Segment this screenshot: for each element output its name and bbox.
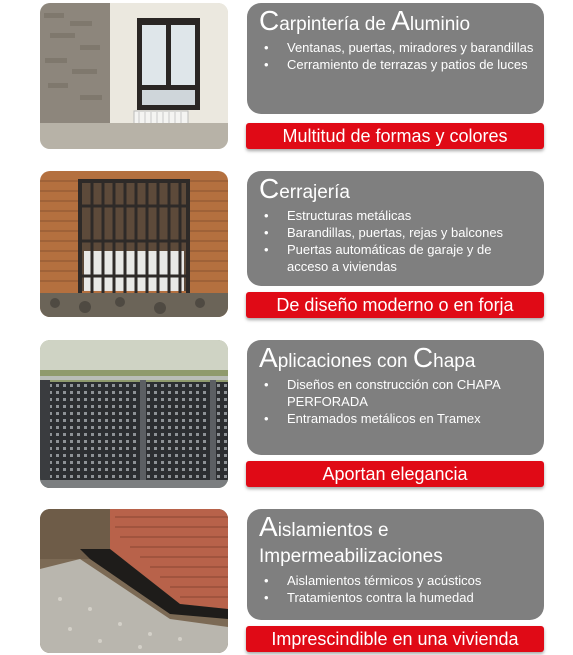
bullet-item: • Ventanas, puertas, miradores y barandillas bbox=[259, 39, 534, 56]
bullet-item: • Aislamientos térmicos y acústicos bbox=[259, 572, 534, 589]
bullet-item: • Cerramiento de terrazas y patios de luces bbox=[259, 56, 534, 73]
section-title bbox=[259, 342, 534, 374]
title-text: arpintería de bbox=[279, 14, 392, 35]
section-box-aislamientos bbox=[247, 509, 544, 620]
section-box-cerrajeria bbox=[247, 171, 544, 286]
bullet-list bbox=[259, 376, 534, 427]
title-text: errajería bbox=[279, 182, 350, 203]
bullet-item: • Diseños en construcción con CHAPA PERFORADA bbox=[259, 376, 534, 410]
title-text: hapa bbox=[433, 351, 476, 372]
title-initial: C bbox=[259, 5, 280, 36]
title-initial: C bbox=[412, 342, 434, 373]
tagline-bar: Imprescindible en una vivienda bbox=[246, 626, 544, 652]
title-initial: A bbox=[259, 511, 278, 542]
title-initial: C bbox=[259, 173, 280, 204]
bullet-list bbox=[259, 39, 534, 73]
bullet-item: • Entramados metálicos en Tramex bbox=[259, 410, 534, 427]
tagline-bar: Multitud de formas y colores bbox=[246, 123, 544, 149]
section-box-aluminio bbox=[247, 3, 544, 114]
bullet-list bbox=[259, 207, 534, 275]
bullet-item: • Barandillas, puertas, rejas y balcones bbox=[259, 224, 534, 241]
tagline-bar: De diseño moderno o en forja bbox=[246, 292, 544, 318]
bullet-list bbox=[259, 572, 534, 606]
title-text: luminio bbox=[409, 14, 471, 35]
tagline-bar: Aportan elegancia bbox=[246, 461, 544, 487]
section-title bbox=[259, 173, 534, 205]
perforated-railing-photo bbox=[40, 340, 228, 488]
barred-window-photo bbox=[40, 171, 228, 317]
bullet-item: • Tratamientos contra la humedad bbox=[259, 589, 534, 606]
title-initial: A bbox=[259, 342, 278, 373]
section-title bbox=[259, 511, 534, 543]
title-text: islamientos e bbox=[277, 520, 389, 541]
title-initial: A bbox=[391, 5, 410, 36]
section-title bbox=[259, 5, 534, 37]
brick-wall-insulation-photo bbox=[40, 509, 228, 653]
interior-window-photo bbox=[40, 3, 228, 149]
section-box-chapa bbox=[247, 340, 544, 455]
section-title-line2: Impermeabilizaciones bbox=[259, 546, 443, 567]
bullet-item: • Estructuras metálicas bbox=[259, 207, 534, 224]
title-text: plicaciones con bbox=[277, 351, 413, 372]
bullet-item: • Puertas automáticas de garaje y de acceso a viviendas bbox=[259, 241, 534, 275]
